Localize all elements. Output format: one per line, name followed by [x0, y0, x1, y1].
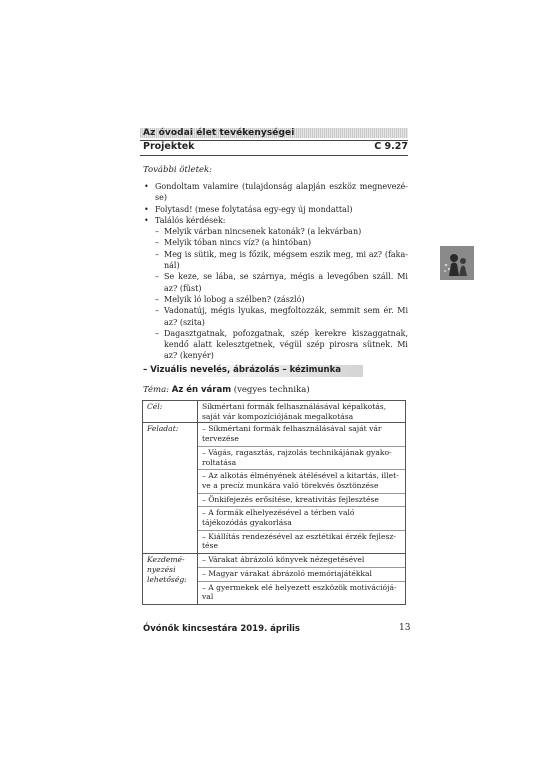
children-playing-icon — [440, 246, 474, 280]
section-heading-row — [143, 141, 408, 152]
initiation-label: Kezdemé-nyezési lehetőség: — [143, 554, 198, 605]
publication-footer: Óvónők kincsestára 2019. április — [143, 624, 300, 634]
initiation-item: – Várakat ábrázoló könyvek nézegetésével — [198, 554, 405, 568]
task-item: – Vágás, ragasztás, rajzolás technikájának gyako-roltatása — [198, 447, 405, 470]
header-rule-bottom — [140, 155, 408, 156]
chapter-title: Az óvodai élet tevékenységei — [143, 128, 295, 138]
initiation-item: – A gyermekek elé helyezett eszközök motivációjá-val — [202, 582, 397, 602]
task-item: – Kiállítás rendezésével az esztétikai érzék fejlesz-tése — [202, 531, 396, 551]
theme-value: Az én váram — [171, 385, 232, 395]
list-item: • Folytasd! (mese folytatása egy-egy új mondattal) — [143, 204, 408, 215]
theme-label: Téma: — [143, 385, 170, 395]
list-item: • Gondoltam valamire (tulajdonság alapján eszköz megnevezé-se) — [143, 181, 408, 204]
section-code: C 9.27 — [374, 141, 408, 152]
table-row — [143, 423, 406, 554]
riddle-item: – Dagasztgatnak, pofozgatnak, szép kerekre kiszaggatnak, kendő alatt kelesztgetnek, végül szép pirosra sütnek. Mi az? (kenyér) — [143, 328, 408, 362]
lesson-plan-table — [142, 400, 406, 605]
theme-note: (vegyes technika) — [233, 385, 310, 395]
task-item: – A formák elhelyezésével a térben való tájékozódás gyakorlása — [198, 507, 405, 530]
table-row — [143, 554, 406, 605]
table-row — [143, 401, 406, 423]
initiation-list — [198, 554, 406, 605]
riddle-item: – Melyik ló lobog a szélben? (zászló) — [143, 294, 408, 305]
goal-label: Cél: — [143, 401, 198, 423]
section-title: Projektek — [143, 141, 195, 152]
riddle-item: – Se keze, se lába, se szárnya, mégis a levegőben száll. Mi az? (füst) — [143, 271, 408, 294]
section2-title: – Vizuális nevelés, ábrázolás – kézimunka — [143, 365, 341, 375]
ideas-heading: További ötletek: — [143, 165, 213, 175]
ideas-list — [143, 181, 408, 362]
riddle-item: – Melyik tóban nincs víz? (a hintóban) — [143, 237, 408, 248]
task-list — [198, 423, 406, 554]
initiation-item: – Magyar várakat ábrázoló memóriajátékkal — [198, 568, 405, 582]
riddle-item: – Vadonatúj, mégis lyukas, megfoltozzák, semmit sem ér. Mi az? (szita) — [143, 305, 408, 328]
riddle-item: – Meg is sütik, meg is főzik, mégsem eszik meg, mi az? (faka-nál) — [143, 249, 408, 272]
goal-text: Síkmértani formák felhasználásával képalkotás, saját vár kompozíciójának megalkotása — [198, 401, 406, 423]
task-item: – Síkmértani formák felhasználásával saját vár tervezése — [198, 423, 405, 446]
riddle-item: – Melyik várban nincsenek katonák? (a lekvárban) — [143, 226, 408, 237]
task-item: – Az alkotás élményének átélésével a kitartás, illet-ve a precíz munkára való törekvés ösztönzése — [198, 470, 405, 493]
task-label: Feladat: — [143, 423, 198, 554]
list-item: • Találós kérdések: — [143, 215, 408, 226]
theme-line — [143, 385, 310, 395]
task-item: – Önkifejezés erősítése, kreativitás fejlesztése — [198, 494, 405, 508]
page-number: 13 — [399, 623, 411, 633]
